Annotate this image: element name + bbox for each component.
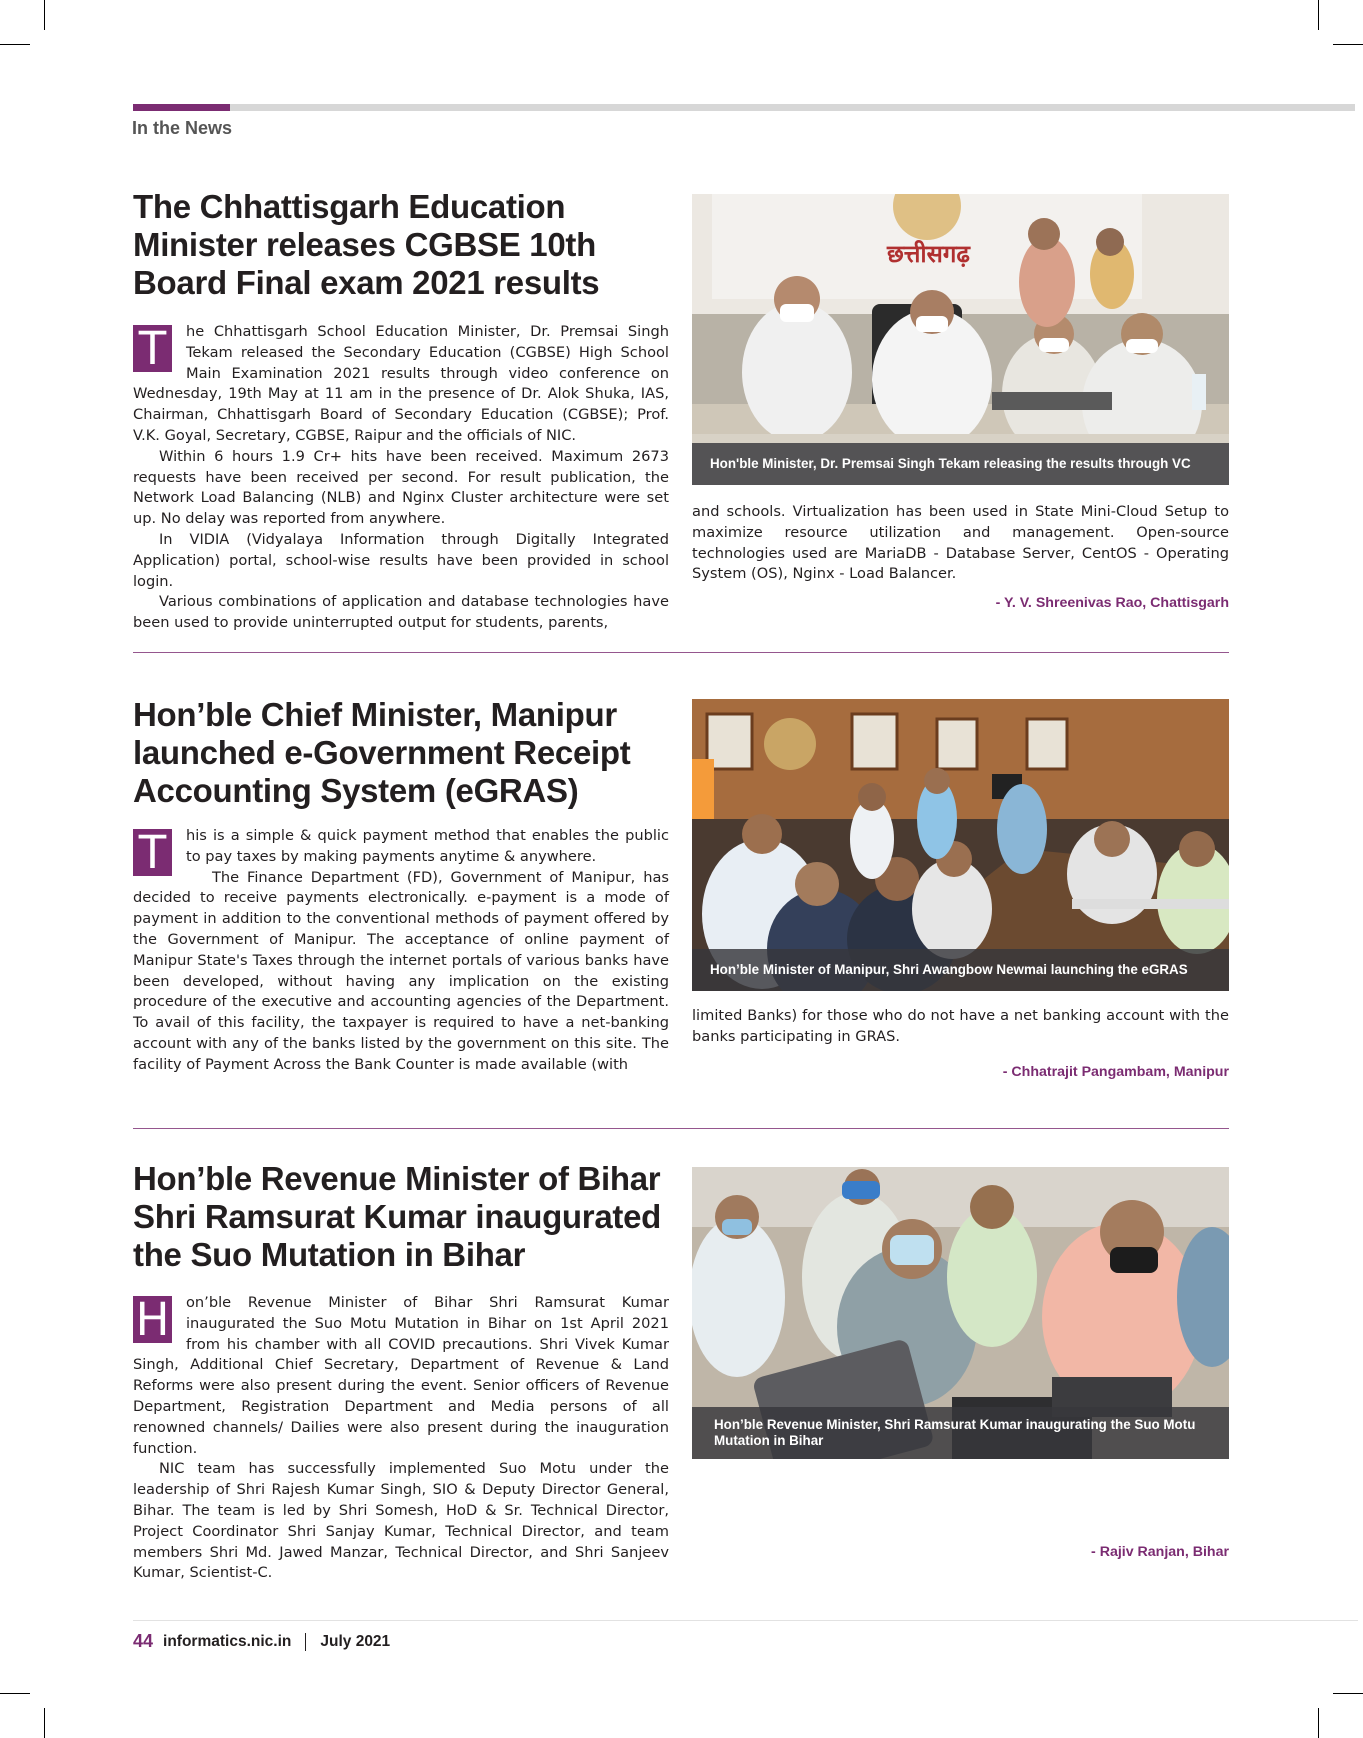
article-photo <box>692 194 1229 485</box>
photo-sign-text: छत्तीसगढ़ <box>887 240 970 268</box>
footer-issue: July 2021 <box>320 1632 391 1650</box>
footer-site: informatics.nic.in <box>163 1632 292 1650</box>
article-photo <box>692 699 1229 991</box>
article-byline: - Y. V. Shreenivas Rao, Chattisgarh <box>995 595 1229 611</box>
page-number: 44 <box>133 1631 154 1651</box>
section-label: In the News <box>132 118 233 138</box>
crop-mark <box>0 1693 30 1694</box>
article-byline: - Chhatrajit Pangambam, Manipur <box>1002 1064 1229 1080</box>
footer-rule <box>133 1620 1358 1621</box>
article-body-left <box>133 322 669 634</box>
paragraph: NIC team has successfully implemented Suo Motu under the leadership of Shri Rajesh Kumar Singh, SIO & Deputy Director General, Bihar. The team is led by Shri Somesh, HoD & Sr. Technical Director, Project Coordinator Shri Sanjay Kumar, Technical Director, and team members Shri Md. Jawed Manzar, Technical Director, and Shri Sanjeev Kumar, Scientist-C. <box>133 1460 669 1582</box>
article-body-left <box>133 826 669 1076</box>
article-byline: - Rajiv Ranjan, Bihar <box>1091 1544 1229 1560</box>
article-headline: Hon’ble Revenue Minister of Bihar Shri Ramsurat Kumar inaugurated the Suo Mutation in Bihar <box>133 1160 661 1273</box>
drop-cap: T <box>133 325 172 372</box>
paragraph: The Finance Department (FD), Government of Manipur, has decided to receive payments electronically. e-payment is a mode of payment in addition to the conventional methods of payment offered by the Government of Manipur. The acceptance of online payment of Manipur State's Taxes through the internet portals of various banks have been developed, without having any implication on the existing procedure of the executive and accounting agencies of the Department. To avail of this facility, the taxpayer is required to have a net-banking account with any of the banks listed by the government on this site. The facility of Payment Across the Bank Counter is made available (with <box>133 868 669 1073</box>
photo-caption: Hon'ble Minister, Dr. Premsai Singh Tekam releasing the results through VC <box>692 443 1229 485</box>
drop-cap: T <box>133 829 172 876</box>
crop-mark <box>1333 1693 1363 1694</box>
drop-cap: H <box>133 1296 172 1343</box>
paragraph: T he Chhattisgarh School Education Minister, Dr. Premsai Singh Tekam released the Secondary Education (CGBSE) High School Main Examination 2021 results through video conference on Wednesday, 19th May at 11 am in the presence of Dr. Alok Shuka, IAS, Chairman, Chhattisgarh Board of Secondary Education (CGBSE); Prof. V.K. Goyal, Secretary, CGBSE, Raipur and the officials of NIC. <box>133 322 669 444</box>
paragraph: Various combinations of application and database technologies have been used to provide uninterrupted output for students, parents, <box>133 593 669 632</box>
article-body-right <box>692 502 1229 585</box>
paragraph: limited Banks) for those who do not have a net banking account with the banks participating in GRAS. <box>692 1007 1229 1045</box>
article-body-right <box>692 1006 1229 1048</box>
article-headline: The Chhattisgarh Education Minister releases CGBSE 10th Board Final exam 2021 results <box>133 188 600 301</box>
footer-separator <box>305 1633 306 1651</box>
section-divider <box>133 1128 1229 1129</box>
page-footer <box>133 1631 390 1652</box>
crop-mark <box>1333 44 1363 45</box>
paragraph: T his is a simple & quick payment method that enables the public to pay taxes by making payments anytime & anywhere. <box>133 826 669 868</box>
photo-caption: Hon’ble Revenue Minister, Shri Ramsurat Kumar inaugurating the Suo Motu Mutation in Bihar <box>692 1407 1229 1459</box>
crop-mark <box>1318 0 1319 30</box>
article-photo <box>692 1167 1229 1459</box>
header-accent-bar <box>133 104 230 111</box>
photo-caption: Hon’ble Minister of Manipur, Shri Awangbow Newmai launching the eGRAS <box>692 949 1229 991</box>
paragraph: In VIDIA (Vidyalaya Information through Digitally Integrated Application) portal, school-wise results have been provided in school login. <box>133 530 669 590</box>
crop-mark <box>1318 1708 1319 1738</box>
crop-mark <box>44 1708 45 1738</box>
photo-illustration <box>692 699 1229 991</box>
header-rule <box>133 104 1355 111</box>
crop-mark <box>44 0 45 30</box>
article-headline: Hon’ble Chief Minister, Manipur launched e-Government Receipt Accounting System (eGRAS) <box>133 696 631 809</box>
paragraph: Within 6 hours 1.9 Cr+ hits have been received. Maximum 2673 requests have been received per second. For result publication, the Network Load Balancing (NLB) and Nginx Cluster architecture were set up. No delay was reported from anywhere. <box>133 447 669 528</box>
paragraph: H on’ble Revenue Minister of Bihar Shri Ramsurat Kumar inaugurated the Suo Motu Mutation in Bihar on 1st April 2021 from his chamber with all COVID precautions. Shri Vivek Kumar Singh, Additional Chief Secretary, Department of Revenue & Land Reforms were also present during the event. Senior officers of Revenue Department, Registration Department and Media persons of all renowned channels/ Dailies were also present during the inauguration function. <box>133 1293 669 1457</box>
article-body-left <box>133 1293 669 1584</box>
paragraph: and schools. Virtualization has been used in State Mini-Cloud Setup to maximize resource utilization and management. Open-source technologies used are MariaDB - Database Server, CentOS - Operating System (OS), Nginx - Load Balancer. <box>692 503 1229 583</box>
photo-illustration <box>692 194 1229 485</box>
crop-mark <box>0 44 30 45</box>
section-divider <box>133 652 1229 653</box>
